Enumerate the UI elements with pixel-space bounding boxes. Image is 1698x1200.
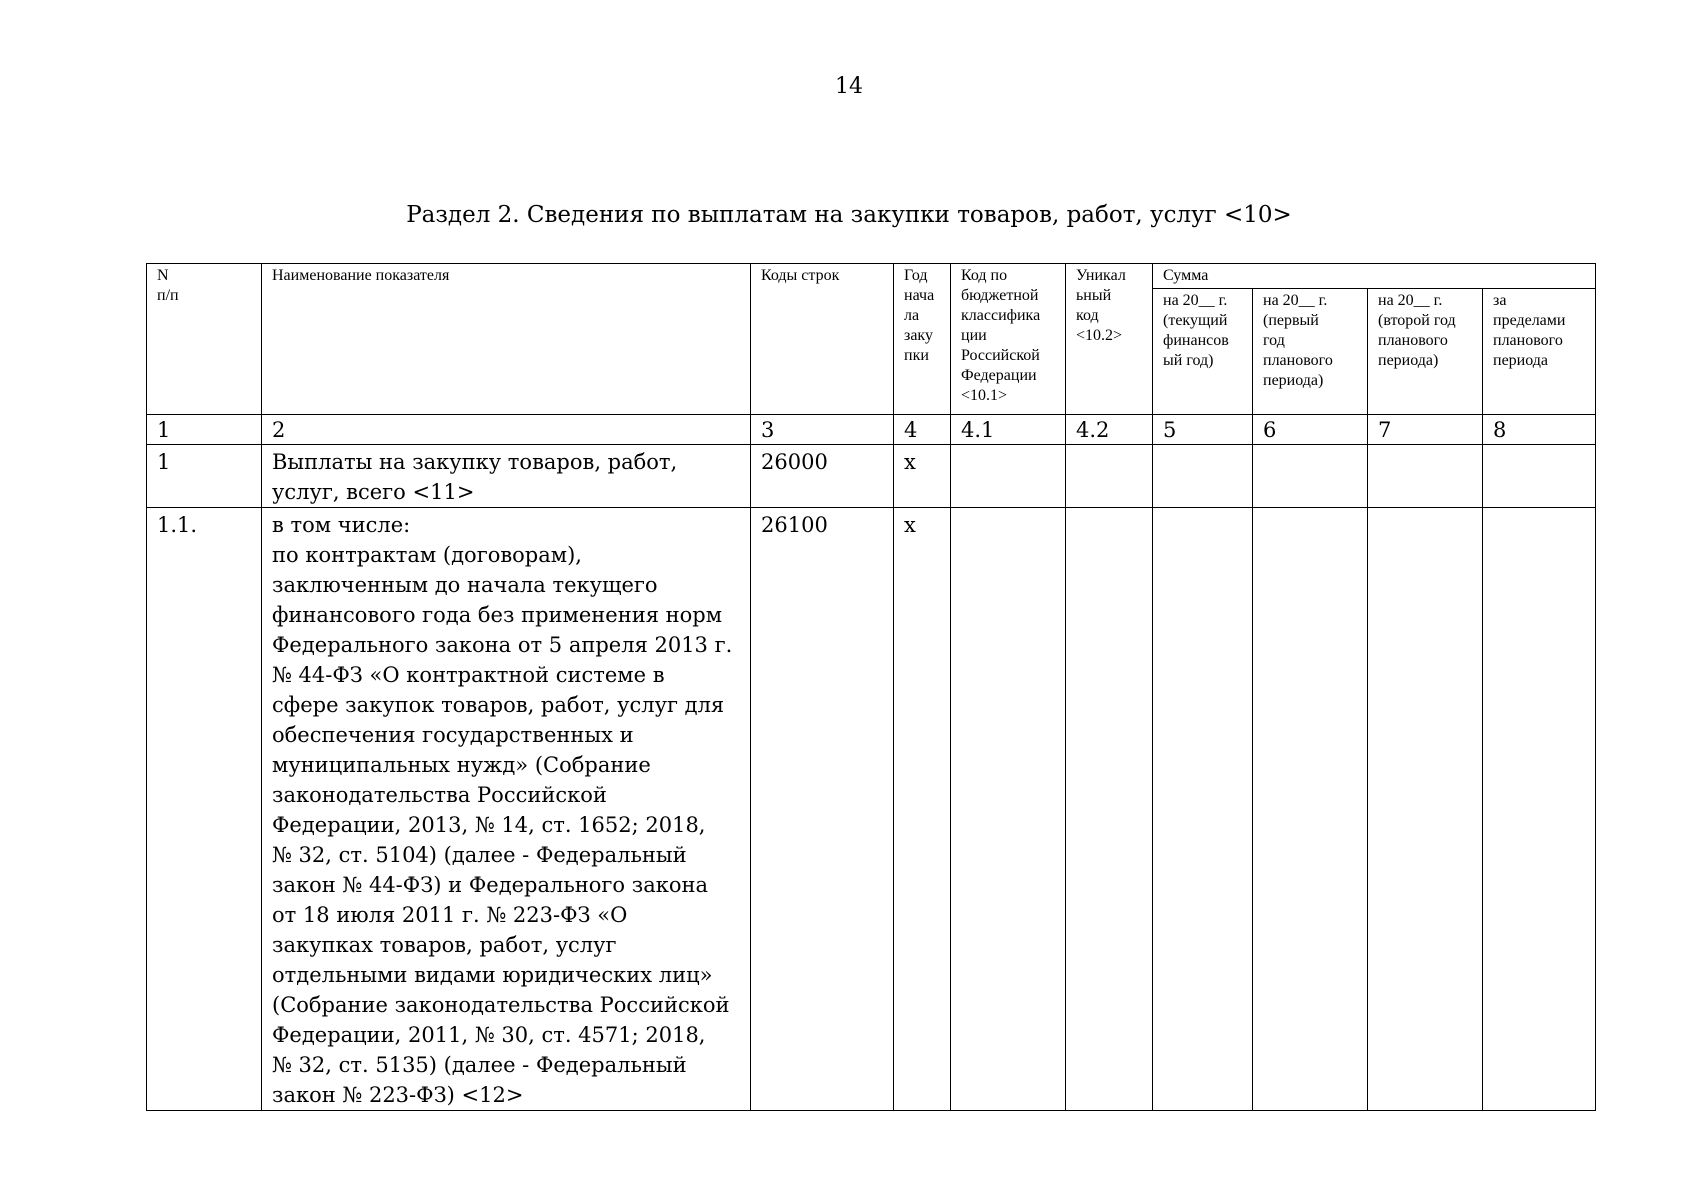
header-row [147, 264, 1596, 289]
column-number: 4.1 [951, 415, 1066, 445]
cell-sum-beyond [1483, 508, 1596, 1111]
cell-sum-beyond [1483, 445, 1596, 508]
header-name: Наименование показателя [262, 264, 751, 415]
cell-unique-code [1066, 508, 1153, 1111]
cell-sum-current [1153, 508, 1253, 1111]
cell-sum-second [1368, 445, 1483, 508]
column-number: 3 [751, 415, 894, 445]
column-number: 2 [262, 415, 751, 445]
cell-sum-first [1253, 445, 1368, 508]
cell-unique-code [1066, 445, 1153, 508]
column-number: 7 [1368, 415, 1483, 445]
row-name: в том числе: по контрактам (договорам), заключенным до начала текущего финансового года без применения норм Федерального закона от 5 апреля 2013 г. № 44-ФЗ «О контрактной системе в сфере закупок товаров, работ, услуг для обеспечения государственных и муниципальных нужд» (Собрание законодательства Российской Федерации, 2013, № 14, ст. 1652; 2018, № 32, ст. 5104) (далее - Федеральный закон № 44-ФЗ) и Федерального закона от 18 июля 2011 г. № 223-ФЗ «О закупках товаров, работ, услуг отдельными видами юридических лиц» (Собрание законодательства Российской Федерации, 2011, № 30, ст. 4571; 2018, № 32, ст. 5135) (далее - Федеральный закон № 223-ФЗ) <12> [262, 508, 751, 1111]
cell-sum-second [1368, 508, 1483, 1111]
header-sum-first: на 20__ г. (первый год планового периода) [1253, 289, 1368, 415]
row-code: 26100 [751, 508, 894, 1111]
column-number: 4 [894, 415, 951, 445]
column-number: 8 [1483, 415, 1596, 445]
header-year: Год нача ла заку пки [894, 264, 951, 415]
cell-kbk [951, 508, 1066, 1111]
row-num: 1.1. [147, 508, 262, 1111]
row-num: 1 [147, 445, 262, 508]
column-number: 4.2 [1066, 415, 1153, 445]
page-number: 14 [835, 74, 863, 99]
header-sum-second: на 20__ г. (второй год планового периода) [1368, 289, 1483, 415]
row-code: 26000 [751, 445, 894, 508]
section-title: Раздел 2. Сведения по выплатам на закупки товаров, работ, услуг <10> [406, 202, 1292, 228]
column-number: 1 [147, 415, 262, 445]
header-kbk: Код по бюджетной классифика ции Российской Федерации <10.1> [951, 264, 1066, 415]
header-num: N п/п [147, 264, 262, 415]
header-unique-code: Уникал ьный код <10.2> [1066, 264, 1153, 415]
column-number: 5 [1153, 415, 1253, 445]
header-code: Коды строк [751, 264, 894, 415]
column-numbers-row [147, 415, 1596, 445]
cell-kbk [951, 445, 1066, 508]
header-sum: Сумма [1153, 264, 1596, 289]
payments-table [146, 263, 1596, 1111]
cell-sum-current [1153, 445, 1253, 508]
cell-sum-first [1253, 508, 1368, 1111]
row-name: Выплаты на закупку товаров, работ, услуг, всего <11> [262, 445, 751, 508]
header-sum-beyond: за пределами планового периода [1483, 289, 1596, 415]
column-number: 6 [1253, 415, 1368, 445]
row-year: x [894, 508, 951, 1111]
table-row [147, 445, 1596, 508]
row-year: x [894, 445, 951, 508]
table-row [147, 508, 1596, 1111]
header-sum-current: на 20__ г. (текущий финансов ый год) [1153, 289, 1253, 415]
